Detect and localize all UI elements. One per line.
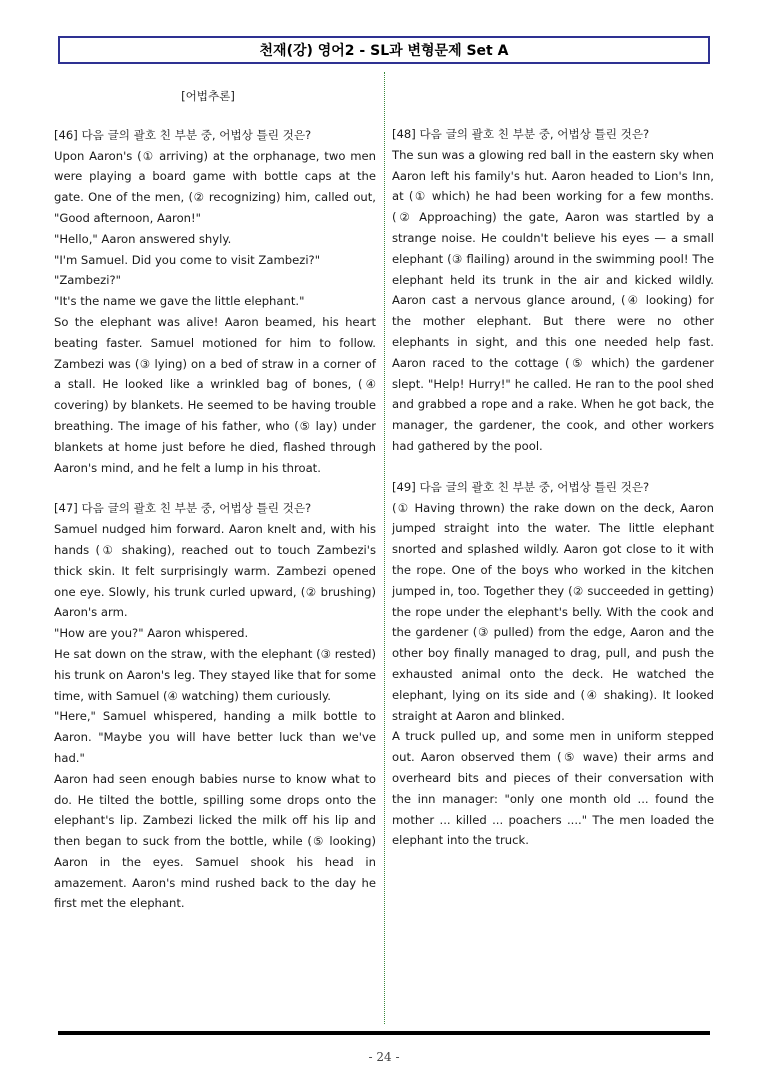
header-title: 천재(강) 영어2 - SL과 변형문제 Set A [259, 43, 509, 59]
question-46-paragraph: So the elephant was alive! Aaron beamed, his heart beating faster. Samuel motioned for him to follow. Zambezi was (③ lying) on a bed of straw in a corner of a stall. He looked like a wrinkled bag of bones, (④ covering) by blankets. He seemed to be having trouble breathing. The image of his father, who (⑤ lay) under blankets at home just before he died, flashed through Aaron's mind, and he felt a lump in his throat. [54, 314, 376, 475]
question-46-paragraph: "It's the name we gave the little elephant." [54, 294, 305, 309]
question-46-paragraph: "Hello," Aaron answered shyly. [54, 231, 232, 246]
question-46-paragraph: Upon Aaron's (① arriving) at the orphanage, two men were playing a board game with bottle caps at the gate. One of the men, (② recognizing) him, called out, "Good afternoon, Aaron!" [54, 148, 376, 225]
section-label: [어법추론] [181, 89, 235, 103]
question-48-title: [48] 다음 글의 괄호 친 부분 중, 어법상 틀린 것은? [392, 127, 650, 141]
right-column [392, 86, 714, 851]
question-46 [54, 125, 376, 479]
question-47-paragraph: Samuel nudged him forward. Aaron knelt and, with his hands (① shaking), reached out to touch Zambezi's thick skin. It felt surprisingly warm. Zambezi opened one eye. Slowly, his trunk curled upward, (② brushing) Aaron's arm. [54, 522, 376, 620]
question-49-paragraph: A truck pulled up, and some men in uniform stepped out. Aaron observed them (⑤ wave) their arms and overheard bits and pieces of their conversation with the inn manager: "only one month old ... found the mother ... killed ... poachers ...." The men loaded the elephant into the truck. [392, 729, 714, 848]
question-46-title: [46] 다음 글의 괄호 친 부분 중, 어법상 틀린 것은? [54, 127, 312, 142]
question-47-title: [47] 다음 글의 괄호 친 부분 중, 어법상 틀린 것은? [54, 501, 312, 516]
question-49-title: [49] 다음 글의 괄호 친 부분 중, 어법상 틀린 것은? [392, 479, 650, 494]
question-47-paragraph: "Here," Samuel whispered, handing a milk bottle to Aaron. "Maybe you will have better luck than we've had." [54, 709, 376, 765]
page-header [58, 36, 710, 64]
question-47-paragraph: "How are you?" Aaron whispered. [54, 626, 249, 641]
question-49-paragraph: (① Having thrown) the rake down on the deck, Aaron jumped straight into the water. The little elephant snorted and splashed wildly. Aaron got close to it with the rope. One of the boys who worked in the kitchen jumped in, too. Together they (② succeeded in getting) the rope under the elephant's belly. With the cook and the gardener (③ pulled) from the edge, Aaron and the other boy finally managed to drag, pull, and push the exhausted animal onto the deck. He watched the elephant, lying on its side and (④ shaking). It looked straight at Aaron and blinked. [392, 500, 714, 723]
left-column [54, 86, 376, 914]
question-47-paragraph: He sat down on the straw, with the elephant (③ rested) his trunk on Aaron's leg. They stayed like that for some time, with Samuel (④ watching) them curiously. [54, 646, 376, 703]
question-46-paragraph: "I'm Samuel. Did you come to visit Zambezi?" [54, 252, 321, 267]
question-48-paragraph: The sun was a glowing red ball in the eastern sky when Aaron left his family's hut. Aaron headed to Lion's Inn, at (① which) he had been working for a few months. (② Approaching) the gate, Aaron was startled by a strange noise. He couldn't believe his eyes — a small elephant (③ flailing) around in the swimming pool! The elephant held its trunk in the air and kicked wildly. Aaron cast a nervous glance around, (④ looking) for the mother elephant. But there were no other elephants in sight, and this one needed help fast. Aaron raced to the cottage (⑤ which) the gardener slept. "Help! Hurry!" he called. He ran to the pool shed and grabbed a rope and a rake. When he got back, the manager, the gardener, the cook, and other workers had gathered by the pool. [392, 147, 714, 453]
column-divider [384, 72, 385, 1024]
footer-rule [58, 1031, 710, 1035]
question-46-paragraph: "Zambezi?" [54, 273, 121, 288]
question-48 [392, 124, 714, 457]
question-47-paragraph: Aaron had seen enough babies nurse to know what to do. He tilted the bottle, spilling some drops onto the elephant's lip. Zambezi licked the milk off his lip and then began to suck from the bottle, while (⑤ looking) Aaron in the eyes. Samuel shook his head in amazement. Aaron's mind rushed back to the day he first met the elephant. [54, 771, 376, 911]
question-49 [392, 477, 714, 851]
question-47 [54, 498, 376, 914]
page-number: - 24 - [368, 1050, 400, 1064]
